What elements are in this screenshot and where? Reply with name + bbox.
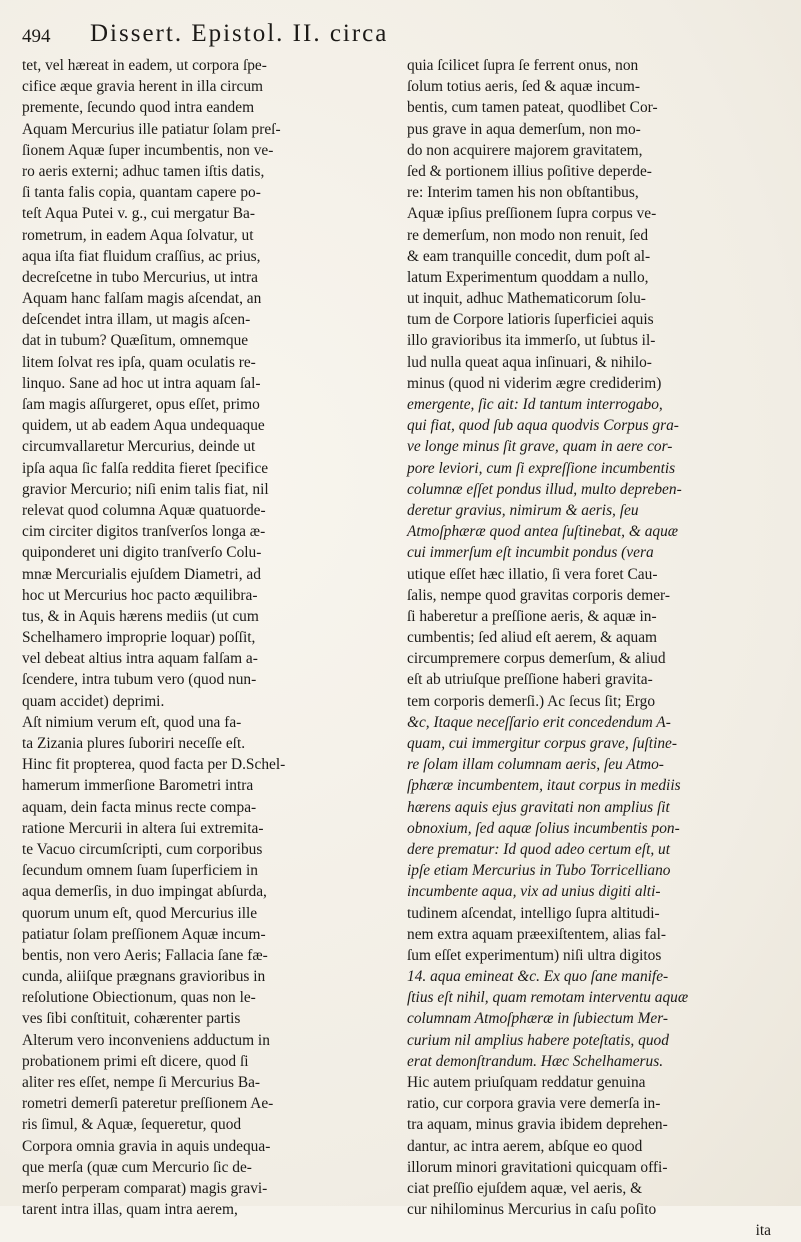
text-line: deſcendet intra illam, ut magis aſcen- — [22, 311, 251, 329]
text-line: minus (quod ni viderim ægre crediderim) — [407, 374, 662, 392]
text-line: re ſolam illam columnam aeris, ſeu Atmo- — [407, 756, 664, 774]
text-line: cumbentis; ſed aliud eſt aerem, & aquam — [407, 629, 658, 647]
text-line: circumvallaretur Mercurius, deinde ut — [22, 438, 256, 456]
text-line: tra aquam, minus gravia ibidem deprehen- — [407, 1116, 668, 1134]
text-line: re: Interim tamen his non obſtantibus, — [407, 184, 639, 202]
text-line: & eam tranquille concedit, dum poſt al- — [407, 247, 651, 265]
text-line: vel debeat altius intra aquam falſam a- — [22, 650, 258, 668]
text-line: ve longe minus ſit grave, quam in aere cor- — [407, 438, 673, 456]
text-line: pus grave in aqua demerſum, non mo- — [407, 120, 641, 138]
text-line: decreſcetne in tubo Mercurius, ut intra — [22, 268, 258, 286]
text-line: do non acquirere majorem gravitatem, — [407, 141, 643, 159]
text-line: ſphæræ incumbentem, itaut corpus in mediis — [407, 777, 681, 795]
catchword: ita — [755, 1222, 771, 1240]
text-line: columnæ eſſet pondus illud, multo depreben- — [407, 480, 682, 498]
text-line: illo gravioribus ita immerſo, ut ſubtus il- — [407, 332, 656, 350]
text-line: ro aeris externi; adhuc tamen iſtis datis, — [22, 162, 265, 180]
text-line: erat demonſtrandum. Hæc Schelhamerus. — [407, 1052, 664, 1070]
text-line: mnæ Mercurialis ejuſdem Diametri, ad — [22, 565, 261, 583]
text-line: ves ſibi conſtituit, cohærenter partis — [22, 1010, 241, 1028]
text-line: relevat quod columna Aquæ quatuorde- — [22, 501, 266, 519]
text-line: incumbente aqua, vix ad unius digiti alti- — [407, 883, 661, 901]
text-line: premente, ſecundo quod intra eandem — [22, 99, 255, 117]
text-line: ipſe etiam Mercurius in Tubo Torricelliano — [407, 862, 671, 880]
text-line: dere prematur: Id quod adeo certum eſt, ut — [407, 840, 671, 858]
text-line: ut inquit, adhuc Mathematicorum ſolu- — [407, 290, 646, 308]
text-line: ris ſimul, & Aquæ, ſequeretur, quod — [22, 1116, 242, 1134]
text-line: circumpremere corpus demerſum, & aliud — [407, 650, 666, 668]
text-line: Aſt nimium verum eſt, quod una fa- — [22, 713, 242, 731]
text-line: Schelhamero improprie loquar) poſſit, — [22, 629, 256, 647]
text-line: Aquam hanc falſam magis aſcendat, an — [22, 290, 262, 308]
text-line: Aquam Mercurius ille patiatur ſolam preſ- — [22, 120, 281, 138]
text-line: ſam magis aſſurgeret, opus eſſet, primo — [22, 396, 260, 413]
text-line: hærens aquis ejus gravitati non amplius ſit — [407, 798, 670, 816]
text-line: ſcendere, intra tubum vero (quod nun- — [22, 671, 257, 689]
text-line: cunda, aliiſque prægnans gravioribus in — [22, 968, 266, 986]
text-line: ſi haberetur a preſſione aeris, & aquæ in- — [407, 607, 657, 625]
text-line: hamerum immerſione Barometri intra — [22, 777, 254, 795]
text-line: emergente, ſic ait: Id tantum interrogabo, — [407, 396, 663, 413]
text-line: teſt Aqua Putei v. g., cui mergatur Ba- — [22, 205, 255, 223]
text-line: re demerſum, non modo non renuit, ſed — [407, 226, 649, 244]
text-line: ſi tanta falis copia, quantam capere po- — [22, 184, 261, 202]
text-line: curium nil amplius habere poteſtatis, quod — [407, 1031, 669, 1049]
text-line: rometrum, in eadem Aqua ſolvatur, ut — [22, 226, 254, 244]
text-line: dantur, ac intra aerem, abſque eo quod — [407, 1137, 643, 1155]
text-line: cifice æque gravia herent in illa circum — [22, 78, 264, 96]
text-line: aliter res eſſet, nempe ſi Mercurius Ba- — [22, 1074, 261, 1091]
text-line: quam accidet) deprimi. — [22, 692, 165, 710]
text-line: quia ſcilicet ſupra ſe ferrent onus, non — [407, 57, 639, 74]
text-line: illorum minori gravitationi quicquam offi- — [407, 1158, 668, 1176]
text-line: ratione Mercurii in altera ſui extremita- — [22, 819, 264, 837]
page-number: 494 — [22, 26, 51, 47]
text-line: &c, Itaque neceſſario erit concedendum A- — [407, 713, 671, 731]
text-line: eſt ab utriuſque preſſione haberi gravita- — [407, 671, 653, 689]
text-line: ta Zizania plures ſuboriri neceſſe eſt. — [22, 735, 246, 752]
text-line: obnoxium, ſed aquæ ſolius incumbentis pon- — [407, 819, 680, 837]
text-line: Alterum vero inconveniens adductum in — [22, 1031, 270, 1049]
text-line: tudinem aſcendat, intelligo ſupra altitudi- — [407, 904, 660, 922]
text-line: utique eſſet hæc illatio, ſi vera foret Cau- — [407, 565, 658, 583]
text-line: nem extra aquam præexiſtentem, alias fal- — [407, 925, 666, 943]
running-title: Dissert. Epistol. II. circa — [90, 20, 389, 47]
right-text-column — [407, 55, 785, 1240]
text-line: ſecundum omnem ſuam ſuperficiem in — [22, 862, 258, 880]
text-line: probationem primi eſt dicere, quod ſi — [22, 1052, 249, 1070]
text-line: pore leviori, cum ſi expreſſione incumbentis — [407, 459, 676, 477]
text-line: ſtius eſt nihil, quam remotam interventu aquæ — [407, 989, 689, 1007]
text-line: tarent intra illas, quam intra aerem, — [22, 1201, 238, 1219]
text-line: latum Experimentum quoddam a nullo, — [407, 268, 649, 286]
text-line: ſed & portionem illius poſitive deperde- — [407, 162, 652, 180]
text-line: quidem, ut ab eadem Aqua undequaque — [22, 417, 265, 435]
text-line: Atmoſphæræ quod antea ſuſtinebat, & aquæ — [407, 523, 679, 541]
text-line: aqua iſta fiat fluidum craſſius, ac prius, — [22, 247, 261, 265]
text-line: linquo. Sane ad hoc ut intra aquam ſal- — [22, 374, 261, 392]
text-line: tus, & in Aquis hærens mediis (ut cum — [22, 607, 259, 625]
text-line: aquam, dein facta minus recte compa- — [22, 798, 257, 816]
text-line: te Vacuo circumſcripti, cum corporibus — [22, 840, 263, 858]
text-line: tem corporis demerſi.) Ac ſecus ſit; Ergo — [407, 692, 656, 710]
text-line: bentis, cum tamen pateat, quodlibet Cor- — [407, 99, 658, 117]
text-line: Aquæ ipſius preſſionem ſupra corpus ve- — [407, 205, 657, 223]
page-header — [22, 20, 782, 50]
text-line: 14. aqua emineat &c. Ex quo ſane manife- — [407, 968, 669, 986]
text-line: cur nihilominus Mercurius in caſu poſito — [407, 1201, 657, 1219]
text-line: ciat preſſio ejuſdem aquæ, vel aeris, & — [407, 1179, 643, 1197]
text-line: aqua demerſis, in duo impingat abſurda, — [22, 883, 267, 901]
text-line: Hinc fit propterea, quod facta per D.Schel- — [22, 756, 286, 774]
text-line: merſo perperam comparat) magis gravi- — [22, 1179, 268, 1197]
text-line: patiatur ſolam preſſionem Aquæ incum- — [22, 925, 266, 943]
text-line: Hic autem priuſquam reddatur genuina — [407, 1074, 646, 1091]
text-line: quam, cui immergitur corpus grave, ſuſtine- — [407, 735, 678, 752]
left-text-column — [22, 55, 394, 1219]
text-line: ipſa aqua ſic falſa reddita fieret ſpecifice — [22, 459, 269, 477]
text-line: lud nulla queat aqua inſinuari, & nihilo- — [407, 353, 652, 371]
text-line: dat in tubum? Quæſitum, omnemque — [22, 332, 249, 350]
text-line: bentis, non vero Aeris; Fallacia ſane fæ- — [22, 946, 268, 964]
text-line: gravior Mercurio; niſi enim talis fiat, nil — [22, 480, 269, 498]
text-line: quorum unum eſt, quod Mercurius ille — [22, 904, 258, 922]
text-line: qui fiat, quod ſub aqua quodvis Corpus gra- — [407, 417, 679, 435]
text-line: deretur gravius, nimirum & aeris, ſeu — [407, 501, 639, 519]
text-line: ſionem Aquæ ſuper incumbentis, non ve- — [22, 141, 274, 159]
text-line: que merſa (quæ cum Mercurio ſic de- — [22, 1158, 252, 1176]
text-line: tum de Corpore latioris ſuperficiei aquis — [407, 311, 654, 329]
text-line: Corpora omnia gravia in aquis undequa- — [22, 1137, 271, 1155]
text-line: hoc ut Mercurius hoc pacto æquilibra- — [22, 586, 258, 604]
text-line: quiponderet uni digito tranſverſo Colu- — [22, 544, 262, 562]
text-line: ratio, cur corpora gravia vere demerſa in- — [407, 1095, 661, 1113]
text-line: litem ſolvat res ipſa, quam oculatis re- — [22, 353, 256, 371]
text-line: ſolum totius aeris, ſed & aquæ incum- — [407, 78, 640, 96]
text-line: reſolutione Obiectionum, quas non le- — [22, 989, 256, 1007]
text-line: tet, vel hæreat in eadem, ut corpora ſpe- — [22, 57, 267, 74]
text-line: cui immerſum eſt incumbit pondus (vera — [407, 544, 654, 562]
text-line: cim circiter digitos tranſverſos longa æ- — [22, 523, 266, 541]
text-line: columnam Atmoſphæræ in ſubiectum Mer- — [407, 1010, 669, 1028]
text-line: ſalis, nempe quod gravitas corporis demer- — [407, 586, 670, 604]
text-line: ſum eſſet experimentum) niſi ultra digitos — [407, 946, 662, 964]
text-line: rometri demerſi pateretur preſſionem Ae- — [22, 1095, 274, 1113]
